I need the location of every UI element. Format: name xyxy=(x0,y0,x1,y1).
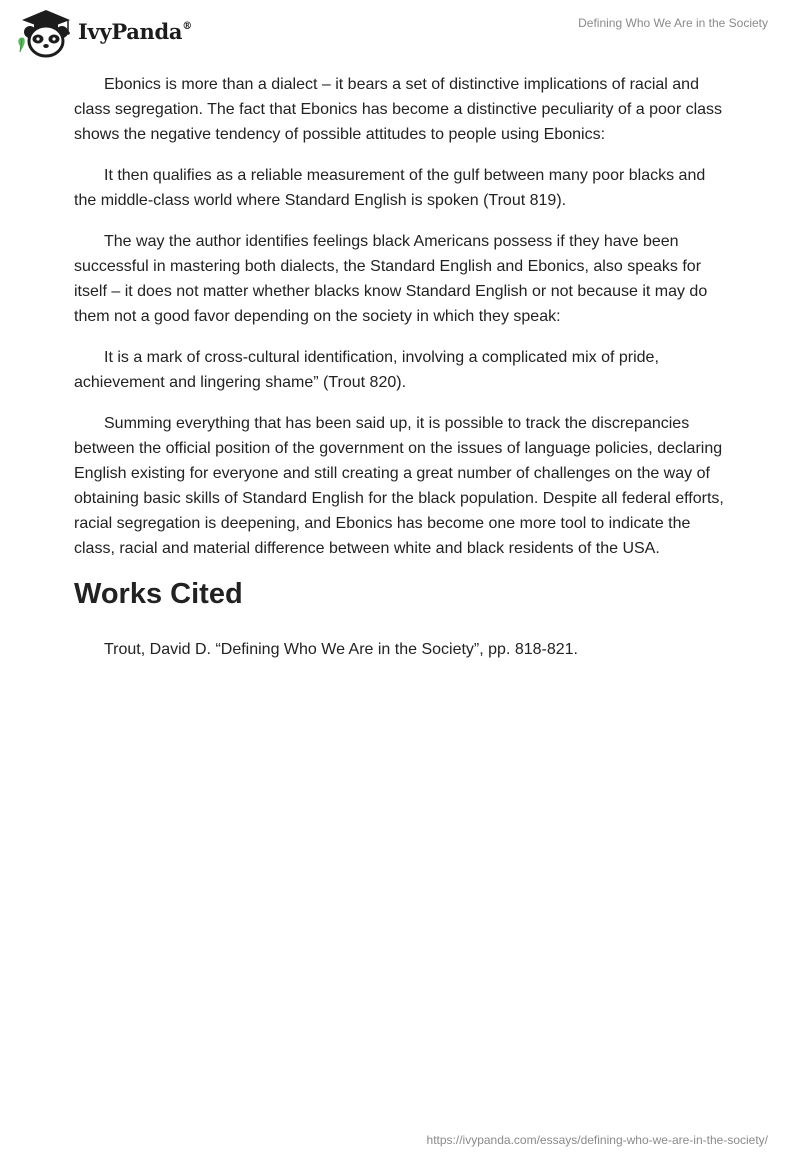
quoted-paragraph: It then qualifies as a reliable measurement of the gulf between many poor blacks and the middle-class world where Standard English is spoken (Trout 819). xyxy=(74,167,706,209)
page-header xyxy=(0,0,800,66)
works-cited-heading: Works Cited xyxy=(74,578,243,610)
running-title: Defining Who We Are in the Society xyxy=(578,16,768,30)
logo-wordmark: IvyPanda® xyxy=(78,19,192,44)
body-paragraph: The way the author identifies feelings black Americans possess if they have been successful in mastering both dialects, the Standard English and Ebonics, also speaks for itself – it does not matter whether blacks know Standard English or not because it may do them not a good favor depending on the society in which they speak: xyxy=(74,233,708,325)
body-paragraph: Ebonics is more than a dialect – it bears a set of distinctive implications of racial and class segregation. The fact that Ebonics has become a distinctive peculiarity of a poor class shows the negative tendency of possible attitudes to people using Ebonics: xyxy=(74,76,723,143)
citation-entry: Trout, David D. “Defining Who We Are in the Society”, pp. 818-821. xyxy=(104,641,578,658)
panda-graduate-icon xyxy=(14,8,78,58)
source-url-link[interactable]: https://ivypanda.com/essays/defining-who-we-are-in-the-society/ xyxy=(426,1133,768,1147)
ivypanda-logo[interactable] xyxy=(14,8,204,58)
document-body xyxy=(74,72,726,662)
body-paragraph: Summing everything that has been said up, it is possible to track the discrepancies between the official position of the government on the issues of language policies, declaring English existing for everyone and still creating a great number of challenges on the way of obtaining basic skills of Standard English for the black population. Despite all federal efforts, racial segregation is deepening, and Ebonics has become one more tool to indicate the class, racial and material difference between white and black residents of the USA. xyxy=(74,415,724,557)
quoted-paragraph: It is a mark of cross-cultural identification, involving a complicated mix of pride, achievement and lingering shame” (Trout 820). xyxy=(74,349,659,391)
